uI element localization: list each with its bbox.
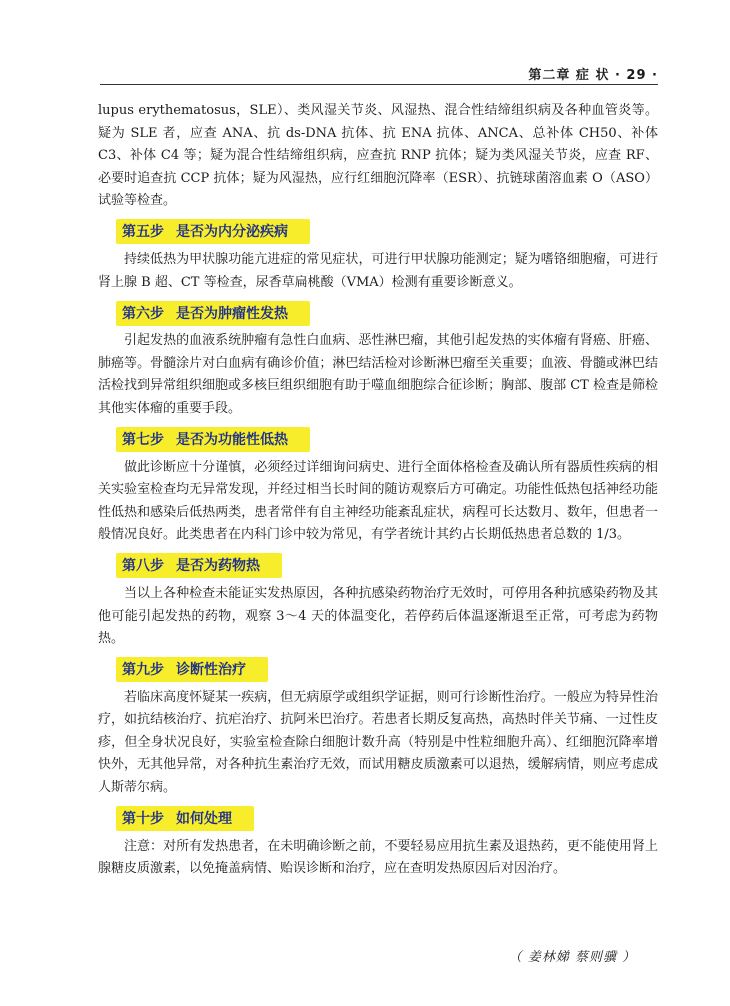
step-6-paragraph: 引起发热的血液系统肿瘤有急性白血病、恶性淋巴瘤，其他引起发热的实体瘤有肾癌、肝癌、肺癌等。骨髓涂片对白血病有确诊价值；淋巴结活检对诊断淋巴瘤至关重要；血液、骨髓或淋巴结活检找到异常组织细胞或多核巨组织细胞有助于噬血细胞综合征诊断；胸部、腹部 CT 检查是筛检其他实体瘤的重要手段。	[98, 333, 658, 416]
step-label	[116, 806, 254, 831]
step-label	[116, 657, 268, 682]
step-number: 第八步	[122, 558, 164, 575]
step-title: 如何处理	[176, 811, 232, 828]
running-head: 第二章 症 状 · 29 ·	[528, 68, 658, 83]
step-8-heading	[116, 553, 658, 579]
step-5-heading	[116, 219, 658, 245]
step-label	[116, 553, 282, 578]
step-9-paragraph: 若临床高度怀疑某一疾病，但无病原学或组织学证据，则可行诊断性治疗。一般应为特异性治疗，如抗结核治疗、抗疟治疗、抗阿米巴治疗。若患者长期反复高热，高热时伴关节痛、一过性皮疹，但全身状况良好，实验室检查除白细胞计数升高（特别是中性粒细胞升高）、红细胞沉降率增快外，无其他异常，对各种抗生素治疗无效，而试用糖皮质激素可以退热，缓解病情，则应考虑成人斯蒂尔病。	[98, 689, 658, 796]
step-number: 第六步	[122, 305, 164, 322]
step-label	[116, 219, 310, 244]
step-title: 诊断性治疗	[176, 662, 246, 679]
step-number: 第九步	[122, 662, 164, 679]
intro-paragraph: lupus erythematosus，SLE）、类风湿关节炎、风湿热、混合性结缔组织病及各种血管炎等。疑为 SLE 者，应查 ANA、抗 ds-DNA 抗体、抗 ENA 抗体、ANCA、总补体 CH50、补体 C3、补体 C4 等；疑为混合性结缔组织病，应查抗 RNP 抗体；疑为类风湿关节炎，应查 RF、必要时追查抗 CCP 抗体；疑为风湿热，应行红细胞沉降率（ESR）、抗链球菌溶血素 O（ASO）试验等检查。	[98, 103, 658, 209]
step-label	[116, 427, 310, 452]
page-header	[0, 0, 730, 90]
header-rule	[100, 84, 658, 85]
step-9-heading	[116, 657, 658, 683]
step-number: 第七步	[122, 432, 164, 449]
page-body	[98, 100, 658, 881]
author-signature: （ 姜林娣 蔡则骥 ）	[508, 950, 636, 965]
step-number: 第十步	[122, 811, 164, 828]
step-title: 是否为药物热	[176, 558, 260, 575]
step-10-paragraph: 注意：对所有发热患者，在未明确诊断之前，不要轻易应用抗生素及退热药，更不能使用肾上腺糖皮质激素，以免掩盖病情、贻误诊断和治疗，应在查明发热原因后对因治疗。	[98, 838, 658, 877]
step-number: 第五步	[122, 224, 164, 241]
step-7-paragraph: 做此诊断应十分谨慎，必须经过详细询问病史、进行全面体格检查及确认所有器质性疾病的相关实验室检查均无异常发现，并经过相当长时间的随访观察后方可确定。功能性低热包括神经功能性低热和感染后低热两类，患者常伴有自主神经功能紊乱症状，病程可长达数月、数年，但患者一般情况良好。此类患者在内科门诊中较为常见，有学者统计其约占长期低热患者总数的 1/3。	[98, 459, 658, 543]
step-8-paragraph: 当以上各种检查未能证实发热原因，各种抗感染药物治疗无效时，可停用各种抗感染药物及其他可能引起发热的药物，观察 3～4 天的体温变化，若停药后体温逐渐退至正常，可考虑为药物热。	[98, 585, 658, 647]
step-6-heading	[116, 300, 658, 326]
step-10-heading	[116, 806, 658, 832]
step-label	[116, 301, 310, 326]
step-title: 是否为肿瘤性发热	[176, 305, 288, 322]
step-title: 是否为内分泌疾病	[176, 224, 288, 241]
step-7-heading	[116, 427, 658, 453]
step-title: 是否为功能性低热	[176, 432, 288, 449]
step-5-paragraph: 持续低热为甲状腺功能亢进症的常见症状，可进行甲状腺功能测定；疑为嗜铬细胞瘤，可进行肾上腺 B 超、CT 等检查，尿香草扁桃酸（VMA）检测有重要诊断意义。	[98, 251, 658, 290]
